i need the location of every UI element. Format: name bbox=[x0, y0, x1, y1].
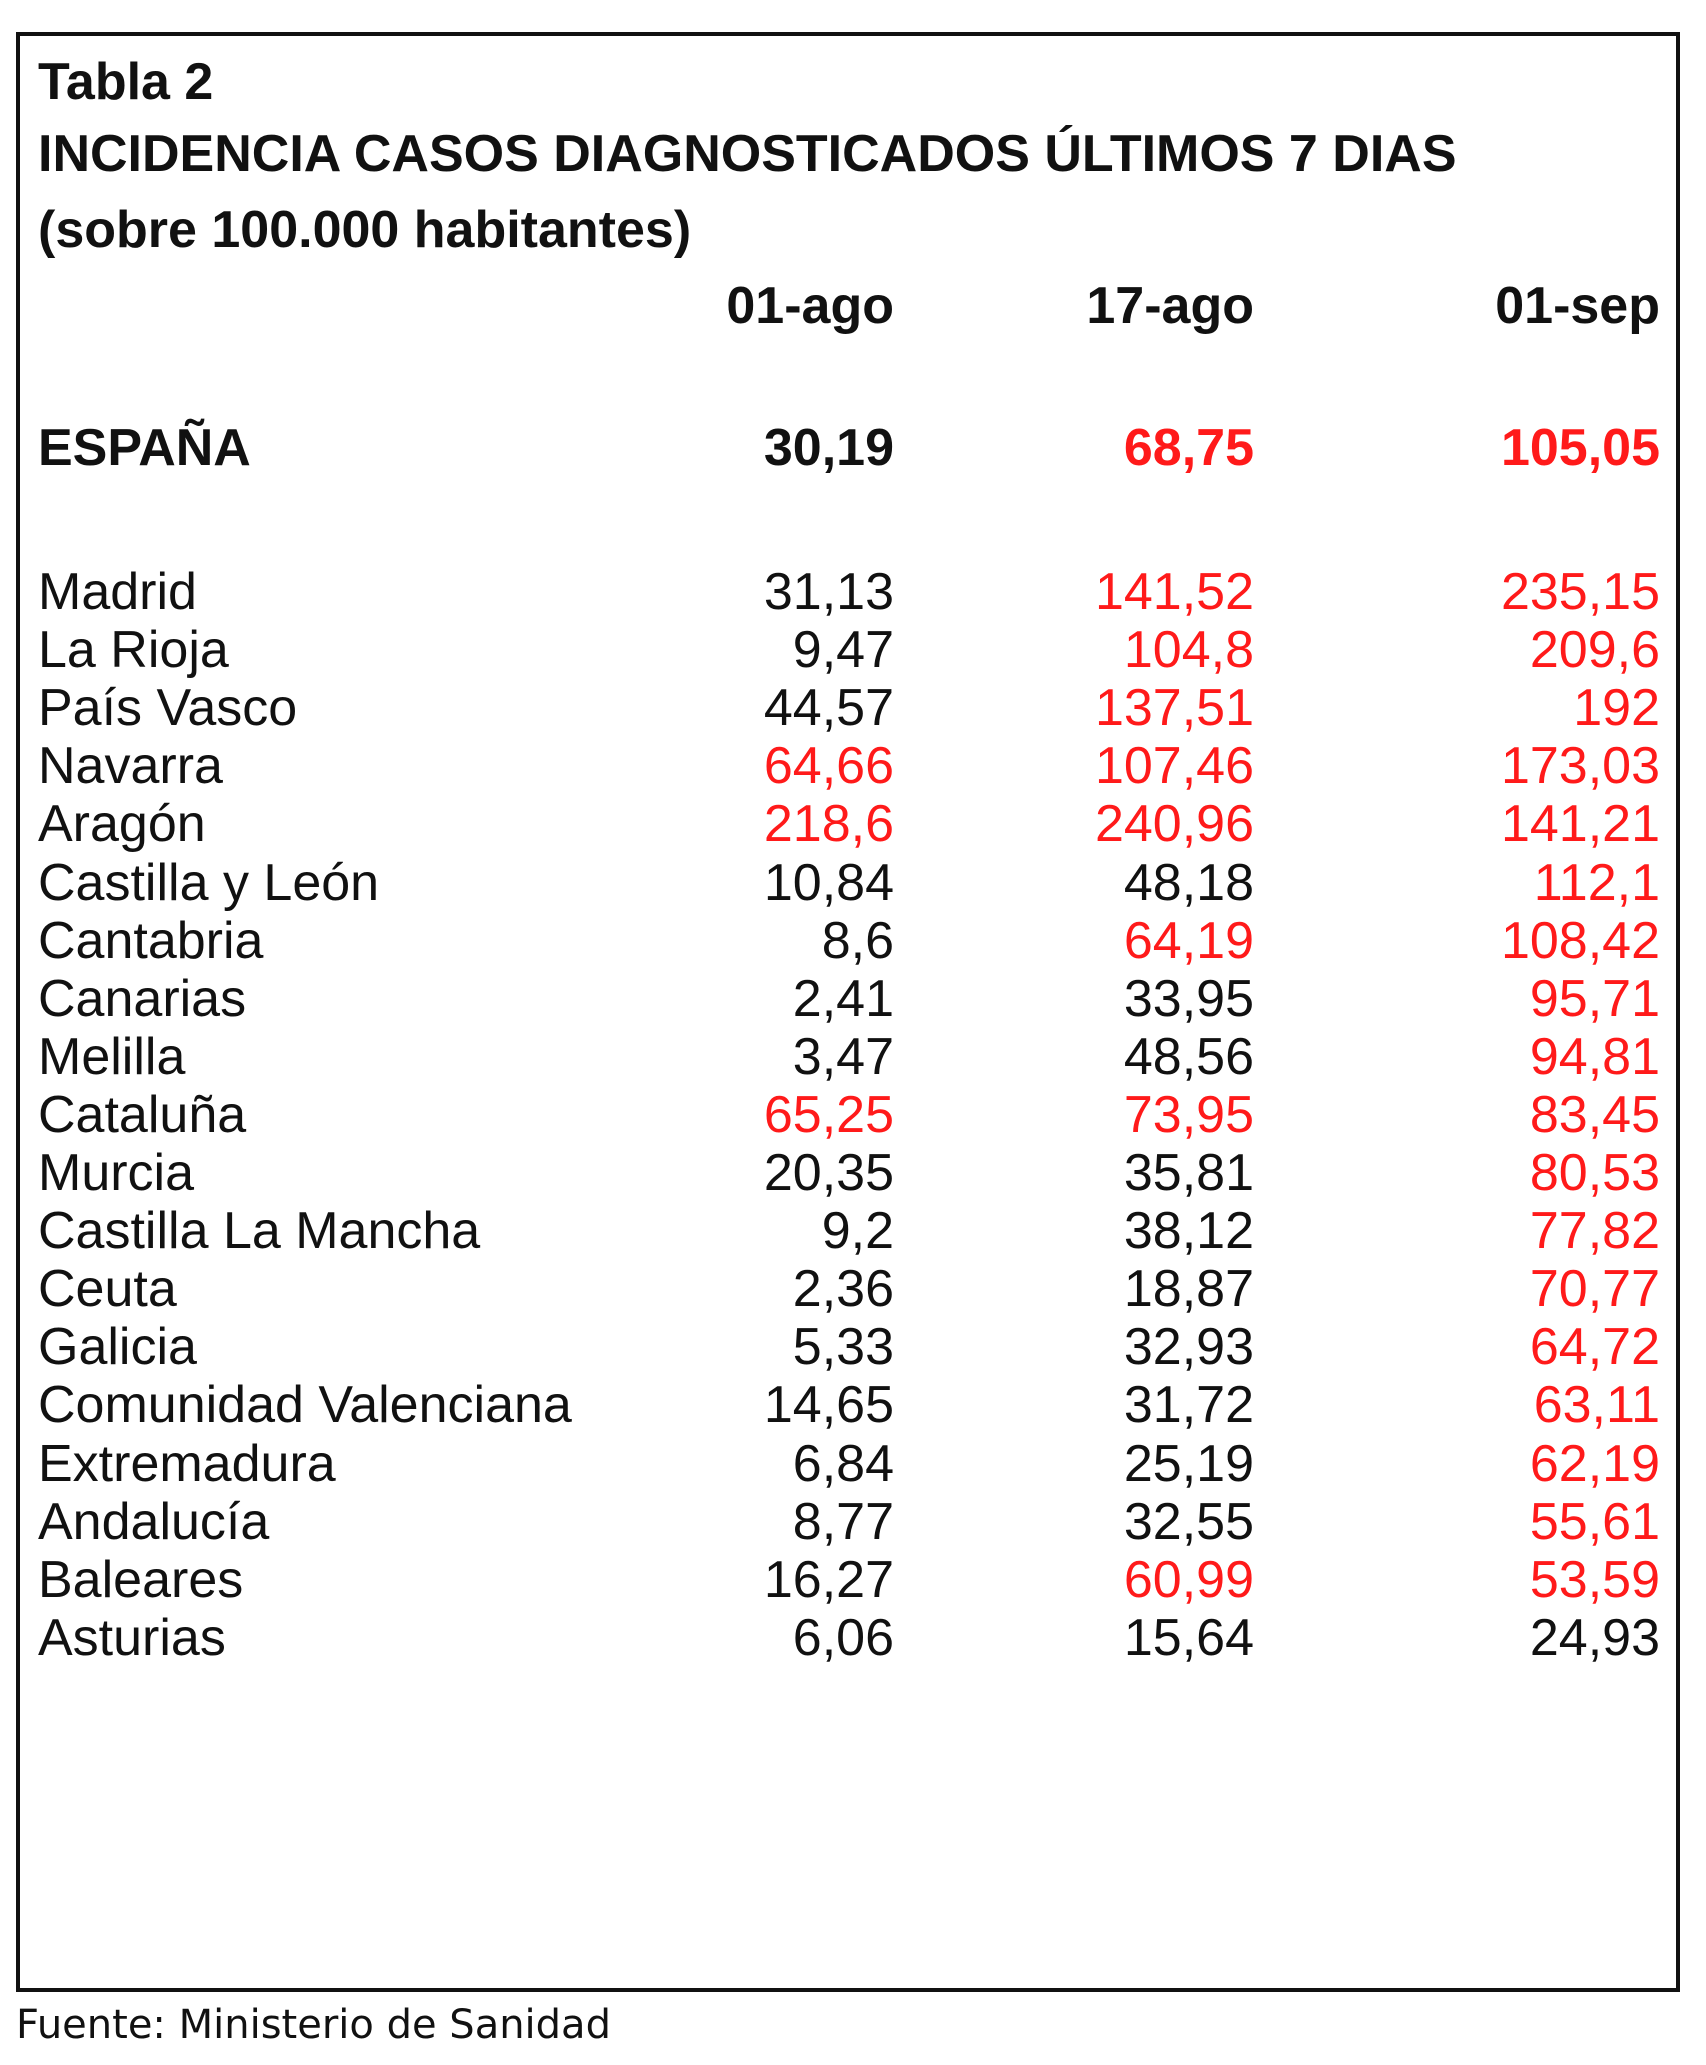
row-label: Asturias bbox=[38, 1609, 226, 1667]
row-label: La Rioja bbox=[38, 621, 229, 679]
table-row bbox=[0, 679, 1706, 742]
row-label: Cataluña bbox=[38, 1086, 247, 1144]
row-label: Baleares bbox=[38, 1551, 244, 1609]
total-row-label: ESPAÑA bbox=[38, 419, 251, 477]
source-note: Fuente: Ministerio de Sanidad bbox=[16, 2002, 611, 2048]
row-label: Extremadura bbox=[38, 1435, 336, 1493]
value-cell-01-sep: 94,81 bbox=[1529, 1028, 1660, 1086]
value-cell-01-sep: 83,45 bbox=[1529, 1086, 1660, 1144]
column-header-17-ago: 17-ago bbox=[1086, 277, 1254, 335]
value-cell-01-ago: 9,2 bbox=[821, 1202, 894, 1260]
value-cell-01-ago: 65,25 bbox=[763, 1086, 894, 1144]
value-cell-01-ago: 9,47 bbox=[792, 621, 894, 679]
value-cell-01-ago: 2,36 bbox=[792, 1260, 894, 1318]
value-cell-01-ago: 3,47 bbox=[792, 1028, 894, 1086]
row-label: Galicia bbox=[38, 1318, 197, 1376]
value-cell-01-sep: 63,11 bbox=[1533, 1376, 1660, 1434]
row-label: Murcia bbox=[38, 1144, 195, 1202]
row-label: Castilla La Mancha bbox=[38, 1202, 481, 1260]
table-row bbox=[0, 1086, 1706, 1149]
value-cell-01-sep: 209,6 bbox=[1529, 621, 1660, 679]
table-row bbox=[0, 912, 1706, 975]
value-cell-17-ago: 240,96 bbox=[1094, 795, 1254, 853]
row-label: Castilla y León bbox=[38, 854, 380, 912]
table-row bbox=[0, 795, 1706, 858]
row-label: Canarias bbox=[38, 970, 247, 1028]
value-cell-17-ago: 48,18 bbox=[1123, 854, 1254, 912]
value-cell-01-sep: 112,1 bbox=[1533, 854, 1660, 912]
table-subtitle: INCIDENCIA CASOS DIAGNOSTICADOS ÚLTIMOS 7 DIAS bbox=[38, 125, 1457, 183]
value-cell-17-ago: 38,12 bbox=[1123, 1202, 1254, 1260]
value-cell-17-ago: 64,19 bbox=[1123, 912, 1254, 970]
table-row bbox=[0, 1609, 1706, 1672]
table-row bbox=[0, 1028, 1706, 1091]
value-cell-17-ago: 137,51 bbox=[1094, 679, 1254, 737]
value-cell-01-sep: 141,21 bbox=[1500, 795, 1660, 853]
table-title: Tabla 2 bbox=[38, 53, 214, 111]
row-label: Navarra bbox=[38, 737, 223, 795]
value-cell-01-sep: 77,82 bbox=[1529, 1202, 1660, 1260]
value-cell-01-ago: 10,84 bbox=[763, 854, 894, 912]
table-row bbox=[0, 621, 1706, 684]
value-cell-01-ago: 8,77 bbox=[792, 1493, 894, 1551]
table-row bbox=[0, 1144, 1706, 1207]
row-label: Aragón bbox=[38, 795, 206, 853]
row-label: Cantabria bbox=[38, 912, 264, 970]
value-cell-01-ago: 20,35 bbox=[763, 1144, 894, 1202]
value-cell-17-ago: 73,95 bbox=[1123, 1086, 1254, 1144]
value-cell-17-ago: 31,72 bbox=[1123, 1376, 1254, 1434]
value-cell-01-sep: 80,53 bbox=[1529, 1144, 1660, 1202]
value-cell-01-ago: 2,41 bbox=[792, 970, 894, 1028]
column-header-01-ago: 01-ago bbox=[726, 277, 894, 335]
value-cell-17-ago: 68,75 bbox=[1123, 419, 1254, 477]
table-row bbox=[0, 1493, 1706, 1556]
value-cell-01-sep: 62,19 bbox=[1529, 1435, 1660, 1493]
value-cell-01-sep: 235,15 bbox=[1500, 563, 1660, 621]
table-row bbox=[0, 1376, 1706, 1439]
value-cell-01-ago: 6,06 bbox=[792, 1609, 894, 1667]
value-cell-01-sep: 24,93 bbox=[1529, 1609, 1660, 1667]
table-row bbox=[0, 1202, 1706, 1265]
table-row bbox=[0, 854, 1706, 917]
value-cell-01-ago: 6,84 bbox=[792, 1435, 894, 1493]
table-row bbox=[0, 1551, 1706, 1614]
value-cell-01-sep: 55,61 bbox=[1529, 1493, 1660, 1551]
value-cell-01-ago: 16,27 bbox=[763, 1551, 894, 1609]
column-header-01-sep: 01-sep bbox=[1495, 277, 1660, 335]
value-cell-01-sep: 53,59 bbox=[1529, 1551, 1660, 1609]
table-row bbox=[0, 970, 1706, 1033]
row-label: Ceuta bbox=[38, 1260, 177, 1318]
row-label: Comunidad Valenciana bbox=[38, 1376, 572, 1434]
value-cell-01-sep: 64,72 bbox=[1529, 1318, 1660, 1376]
value-cell-01-ago: 14,65 bbox=[763, 1376, 894, 1434]
value-cell-01-ago: 64,66 bbox=[763, 737, 894, 795]
value-cell-01-ago: 8,6 bbox=[821, 912, 894, 970]
value-cell-17-ago: 32,55 bbox=[1123, 1493, 1254, 1551]
value-cell-01-sep: 105,05 bbox=[1500, 419, 1660, 477]
value-cell-01-sep: 95,71 bbox=[1529, 970, 1660, 1028]
value-cell-01-ago: 31,13 bbox=[763, 563, 894, 621]
table-units-note: (sobre 100.000 habitantes) bbox=[38, 201, 692, 259]
value-cell-17-ago: 33,95 bbox=[1123, 970, 1254, 1028]
value-cell-17-ago: 18,87 bbox=[1123, 1260, 1254, 1318]
value-cell-01-ago: 5,33 bbox=[792, 1318, 894, 1376]
value-cell-17-ago: 104,8 bbox=[1123, 621, 1254, 679]
value-cell-01-sep: 70,77 bbox=[1529, 1260, 1660, 1318]
value-cell-17-ago: 60,99 bbox=[1123, 1551, 1254, 1609]
value-cell-01-ago: 44,57 bbox=[763, 679, 894, 737]
row-label: País Vasco bbox=[38, 679, 298, 737]
value-cell-17-ago: 35,81 bbox=[1123, 1144, 1254, 1202]
row-label: Melilla bbox=[38, 1028, 186, 1086]
value-cell-01-sep: 108,42 bbox=[1500, 912, 1660, 970]
row-label: Andalucía bbox=[38, 1493, 270, 1551]
value-cell-01-ago: 218,6 bbox=[763, 795, 894, 853]
value-cell-17-ago: 141,52 bbox=[1094, 563, 1254, 621]
table-row bbox=[0, 1318, 1706, 1381]
table-row bbox=[0, 737, 1706, 800]
value-cell-17-ago: 32,93 bbox=[1123, 1318, 1254, 1376]
table-row bbox=[0, 1435, 1706, 1498]
table-row bbox=[0, 563, 1706, 626]
row-label: Madrid bbox=[38, 563, 197, 621]
value-cell-01-sep: 173,03 bbox=[1500, 737, 1660, 795]
table-row bbox=[0, 1260, 1706, 1323]
value-cell-17-ago: 25,19 bbox=[1123, 1435, 1254, 1493]
value-cell-17-ago: 107,46 bbox=[1094, 737, 1254, 795]
value-cell-01-sep: 192 bbox=[1573, 679, 1660, 737]
value-cell-17-ago: 15,64 bbox=[1123, 1609, 1254, 1667]
value-cell-01-ago: 30,19 bbox=[763, 419, 894, 477]
value-cell-17-ago: 48,56 bbox=[1123, 1028, 1254, 1086]
total-row bbox=[0, 419, 1706, 482]
